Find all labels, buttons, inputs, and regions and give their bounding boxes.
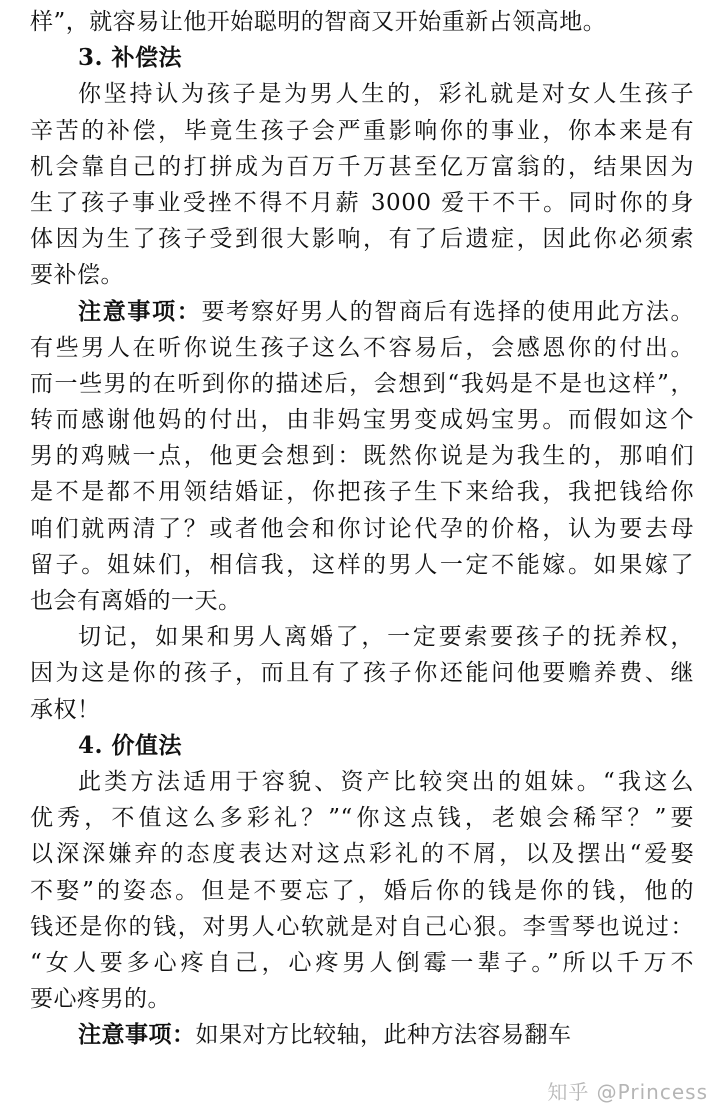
text-line: 要补偿。 xyxy=(30,262,124,289)
text-line: 是不是都不用领结婚证，你把孩子生下来给我，我把钱给你 xyxy=(30,479,694,506)
text-line: 你坚持认为孩子是为男人生的，彩礼就是对女人生孩子 xyxy=(78,81,694,108)
text-line: 切记，如果和男人离婚了，一定要索要孩子的抚养权， xyxy=(78,624,694,651)
text-line: “女人要多心疼自己，心疼男人倒霉一辈子。”所以千万不 xyxy=(30,949,694,976)
text-line: 男的鸡贼一点，他更会想到：既然你说是为我生的，那咱们 xyxy=(30,443,694,470)
text-line: 要心疼男的。 xyxy=(30,986,171,1013)
text-line: 此类方法适用于容貌、资产比较突出的姐妹。“我这么 xyxy=(78,768,694,795)
text-line: 咱们就两清了？或者他会和你讨论代孕的价格，认为要去母 xyxy=(30,515,694,542)
text-line: 辛苦的补偿，毕竟生孩子会严重影响你的事业，你本来是有 xyxy=(30,117,694,144)
text-line: 钱还是你的钱，对男人心软就是对自己心狠。李雪琴也说过： xyxy=(30,913,694,940)
document-page xyxy=(30,4,694,1053)
note-label: 注意事项： xyxy=(78,1021,196,1049)
note-line xyxy=(30,1017,694,1053)
text-line: 也会有离婚的一天。 xyxy=(30,588,242,614)
text-line: 样”，就容易让他开始聪明的智商又开始重新占领高地。 xyxy=(30,9,607,35)
text-line: 体因为生了孩子受到很大影响，有了后遗症，因此你必须索 xyxy=(30,226,694,253)
text-line: 而一些男的在听到你的描述后，会想到“我妈是不是也这样”， xyxy=(30,370,694,397)
text-line: 因为这是你的孩子，而且有了孩子你还能问他要赡养费、继 xyxy=(30,660,694,687)
note-line xyxy=(30,294,694,330)
note-text: 如果对方比较轴，此种方法容易翻车 xyxy=(195,1022,572,1049)
note-text: 要考察好男人的智商后有选择的使用此方法。 xyxy=(201,298,694,325)
text-line: 生了孩子事业受挫不得不月薪 3000 爱干不干。同时你的身 xyxy=(30,189,694,216)
text-line: 转而感谢他妈的付出，由非妈宝男变成妈宝男。而假如这个 xyxy=(30,407,694,434)
text-line: 有些男人在听你说生孩子这么不容易后，会感恩你的付出。 xyxy=(30,334,694,361)
text-line: 以深深嫌弃的态度表达对这点彩礼的不屑，以及摆出“爱娶 xyxy=(30,841,694,868)
text-line: 承权！ xyxy=(30,696,101,723)
note-label: 注意事项： xyxy=(78,297,202,325)
text-line: 不娶”的姿态。但是不要忘了，婚后你的钱是你的钱，他的 xyxy=(30,877,694,904)
text-line: 机会靠自己的打拼成为百万千万甚至亿万富翁的，结果因为 xyxy=(30,153,694,180)
text-line: 留子。姐妹们，相信我，这样的男人一定不能嫁。如果嫁了 xyxy=(30,551,694,578)
section-heading-3: 3. 补偿法 xyxy=(78,44,183,72)
section-heading-4: 4. 价值法 xyxy=(78,731,183,759)
text-line: 优秀，不值这么多彩礼？”“你这点钱，老娘会稀罕？”要 xyxy=(30,805,694,832)
watermark-text: 知乎 @Princess xyxy=(547,1080,708,1104)
